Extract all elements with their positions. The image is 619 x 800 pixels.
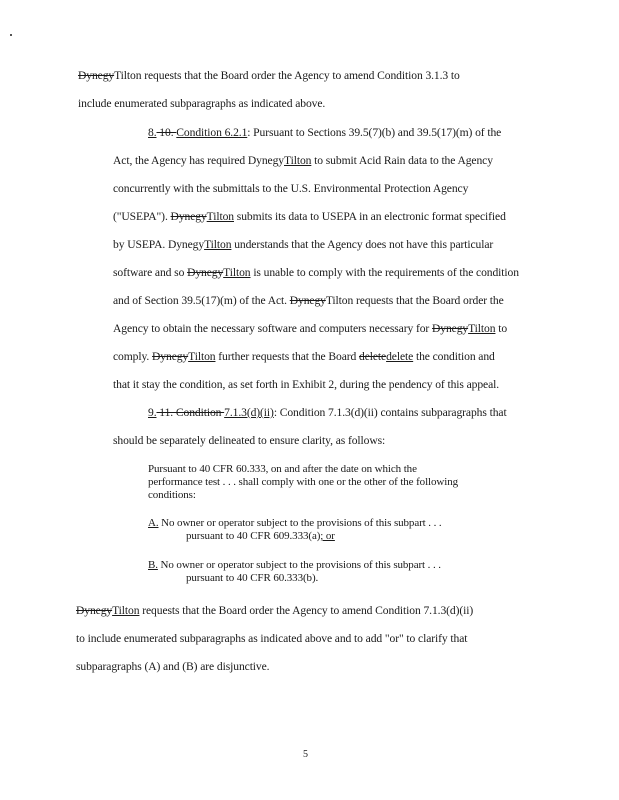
quote-line: performance test . . . shall comply with one or the other of the following [148,476,458,488]
quote-line: pursuant to 40 CFR 609.333(a); or [186,530,335,542]
quote-line: B. No owner or operator subject to the provisions of this subpart . . . [148,559,441,571]
text-line: DynegyTilton requests that the Board order the Agency to amend Condition 7.1.3(d)(ii) [76,604,474,617]
scan-speck [10,34,12,36]
text-line: should be separately delineated to ensure clarity, as follows: [113,434,386,447]
text-line: Act, the Agency has required DynegyTilton to submit Acid Rain data to the Agency [113,154,493,167]
text-line: that it stay the condition, as set forth in Exhibit 2, during the pendency of this appeal. [113,378,500,391]
quote-line: pursuant to 40 CFR 60.333(b). [186,572,319,584]
text-line: 9. 11. Condition 7.1.3(d)(ii): Condition 7.1.3(d)(ii) contains subparagraphs that [148,406,507,419]
text-line: concurrently with the submittals to the U.S. Environmental Protection Agency [113,182,469,195]
page-number: 5 [303,749,308,760]
text-line: 8. 10. Condition 6.2.1: Pursuant to Sections 39.5(7)(b) and 39.5(17)(m) of the [148,126,502,139]
text-line: subparagraphs (A) and (B) are disjunctive. [76,660,270,673]
text-line: DynegyTilton requests that the Board order the Agency to amend Condition 3.1.3 to [78,69,460,82]
text-line: comply. DynegyTilton further requests that the Board deletedelete the condition and [113,350,495,363]
quote-line: A. No owner or operator subject to the provisions of this subpart . . . [148,517,442,529]
quote-line: Pursuant to 40 CFR 60.333, on and after the date on which the [148,463,417,475]
text-line: to include enumerated subparagraphs as indicated above and to add "or" to clarify that [76,632,468,645]
text-line: Agency to obtain the necessary software and computers necessary for DynegyTilton to [113,322,508,335]
quote-line: conditions: [148,489,196,501]
text-line: and of Section 39.5(17)(m) of the Act. DynegyTilton requests that the Board order the [113,294,504,307]
text-line: ("USEPA"). DynegyTilton submits its data to USEPA in an electronic format specified [113,210,506,223]
text-line: by USEPA. DynegyTilton understands that the Agency does not have this particular [113,238,494,251]
text-line: include enumerated subparagraphs as indicated above. [78,97,326,110]
text-line: software and so DynegyTilton is unable to comply with the requirements of the condition [113,266,519,279]
